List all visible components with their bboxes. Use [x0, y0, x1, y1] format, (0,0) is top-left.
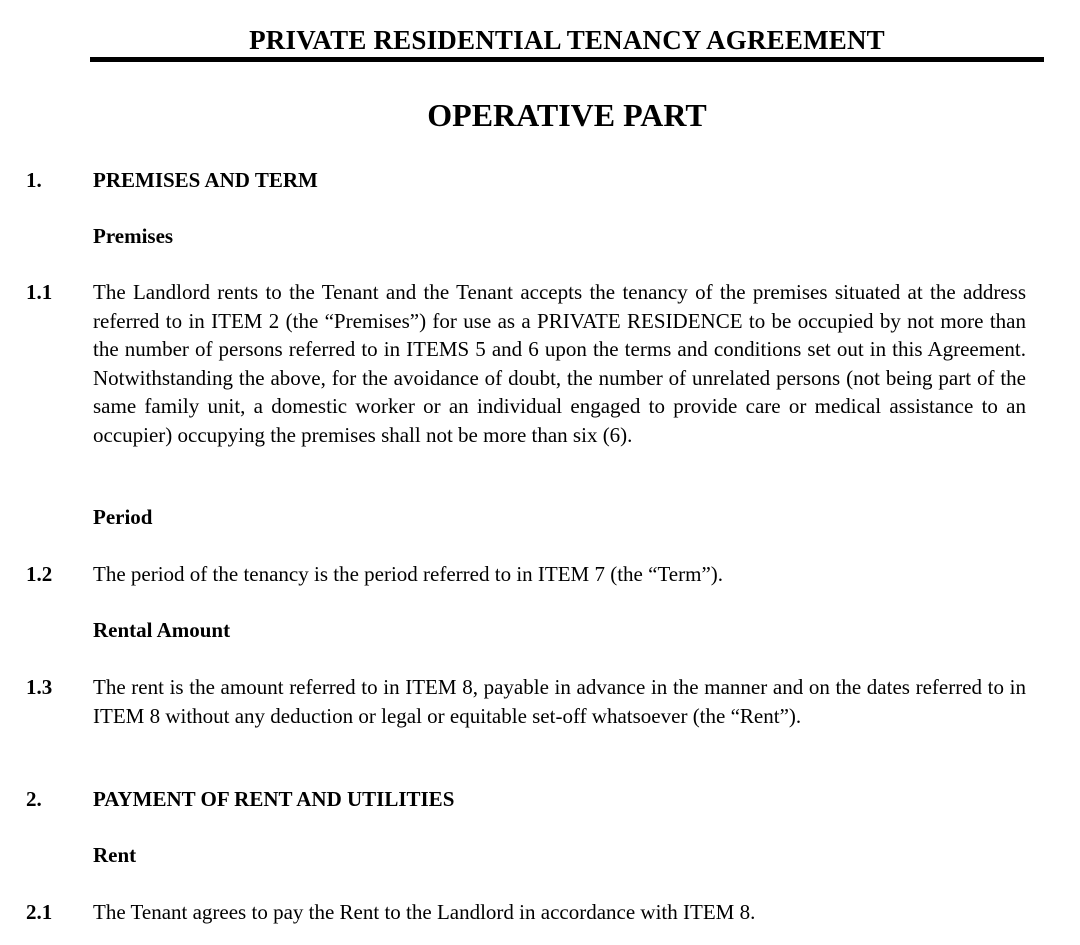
clause-text: The Tenant agrees to pay the Rent to the Landlord in accordance with ITEM 8.: [93, 900, 756, 924]
subsection-heading: Premises: [93, 224, 174, 248]
part-title: OPERATIVE PART: [427, 97, 707, 133]
subsection-heading: Rent: [93, 843, 137, 867]
clause-number: 2.1: [26, 900, 53, 924]
section-heading: PREMISES AND TERM: [93, 168, 318, 192]
section-number: 2.: [26, 787, 42, 811]
clause-text: The period of the tenancy is the period referred to in ITEM 7 (the “Term”).: [93, 562, 724, 586]
subsection-heading: Rental Amount: [93, 618, 231, 642]
clause-number: 1.1: [26, 280, 53, 304]
clause-text: The Landlord rents to the Tenant and the Tenant accepts the tenancy of the premises situated at the address referred to in ITEM 2 (the “Premises”) for use as a PRIVATE RESIDENCE to be occupied by not more than the number of persons referred to in ITEMS 5 and 6 upon the terms and conditions set out in this Agreement. Notwithstanding the above, for the avoidance of doubt, the number of unrelated persons (not being part of the same family unit, a domestic worker or an individual engaged to provide care or medical assistance to an occupier) occupying the premises shall not be more than six (6).: [93, 280, 1026, 447]
clause-number: 1.3: [26, 675, 53, 699]
document-title: PRIVATE RESIDENTIAL TENANCY AGREEMENT: [249, 25, 885, 55]
clause-number: 1.2: [26, 562, 53, 586]
subsection-heading: Period: [93, 505, 153, 529]
section-number: 1.: [26, 168, 42, 192]
title-underline-rule: [90, 57, 1044, 62]
section-heading: PAYMENT OF RENT AND UTILITIES: [93, 787, 455, 811]
clause-text: The rent is the amount referred to in ITEM 8, payable in advance in the manner and on the dates referred to in ITEM 8 without any deduction or legal or equitable set-off whatsoever (the “Rent”).: [93, 675, 1026, 728]
